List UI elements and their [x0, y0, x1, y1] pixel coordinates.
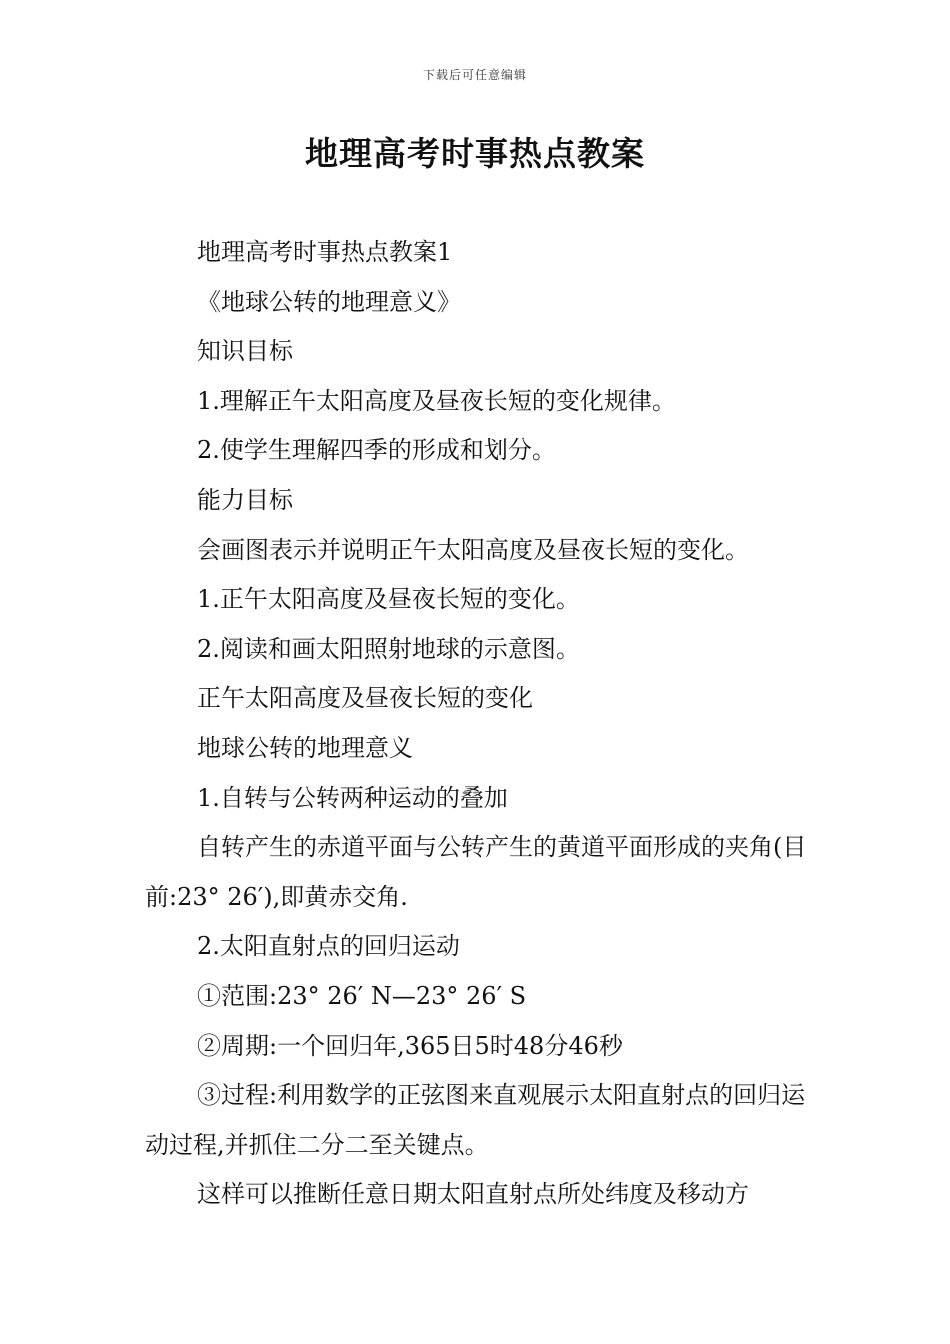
section-heading: 能力目标	[197, 485, 293, 514]
paragraph: 会画图表示并说明正午太阳高度及昼夜长短的变化。	[197, 535, 749, 564]
paragraph: 地球公转的地理意义	[197, 733, 413, 762]
list-item: 2.太阳直射点的回归运动	[197, 932, 460, 961]
document-body	[145, 228, 810, 1220]
paragraph: 地理高考时事热点教案1	[197, 238, 453, 266]
list-item: ①范围:23° 26′ N—23° 26′ S	[197, 981, 527, 1010]
list-item: ②周期:一个回归年,365日5时48分46秒	[197, 1031, 623, 1060]
paragraph: 自转产生的赤道平面与公转产生的黄道平面形成的夹角(目前:23° 26′),即黄赤交角.	[145, 833, 807, 911]
document-title: 地理高考时事热点教案	[305, 134, 645, 173]
list-item: 1.理解正午太阳高度及昼夜长短的变化规律。	[197, 386, 676, 415]
list-item: 1.正午太阳高度及昼夜长短的变化。	[197, 585, 580, 614]
list-item: ③过程:利用数学的正弦图来直观展示太阳直射点的回归运动过程,并抓住二分二至关键点。	[145, 1081, 806, 1159]
list-item: 1.自转与公转两种运动的叠加	[197, 783, 508, 812]
header-note: 下载后可任意编辑	[422, 68, 527, 82]
paragraph: 这样可以推断任意日期太阳直射点所处纬度及移动方	[197, 1180, 749, 1209]
paragraph: 正午太阳高度及昼夜长短的变化	[197, 684, 533, 713]
paragraph: 《地球公转的地理意义》	[197, 287, 461, 316]
list-item: 2.阅读和画太阳照射地球的示意图。	[197, 634, 580, 663]
section-heading: 知识目标	[197, 337, 293, 366]
list-item: 2.使学生理解四季的形成和划分。	[197, 436, 556, 465]
